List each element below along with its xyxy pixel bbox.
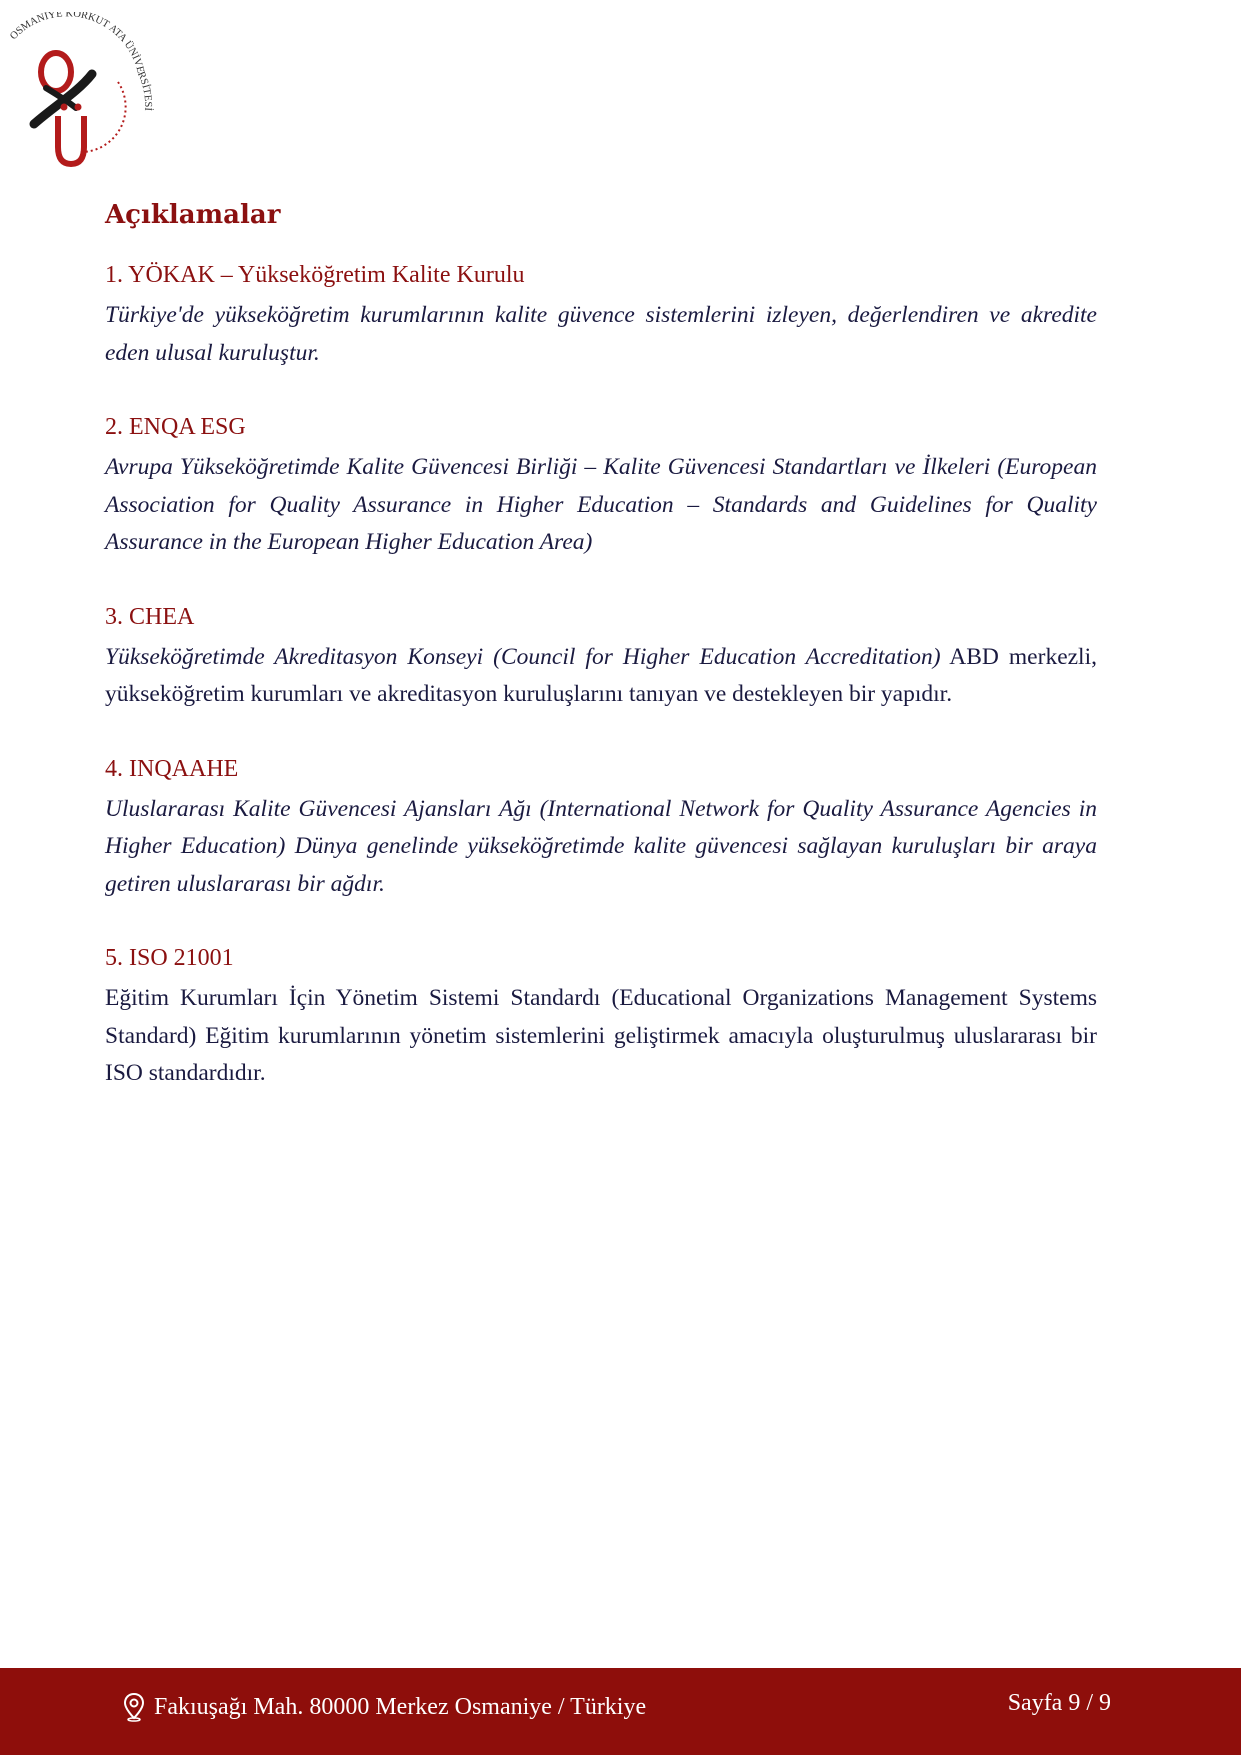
page-footer [0, 1668, 1241, 1755]
item-description-italic: Yükseköğretimde Akreditasyon Konseyi (Council for Higher Education Accreditation) [105, 643, 941, 670]
item-title: 4. INQAAHE [105, 755, 239, 782]
logo-graphic [8, 12, 158, 172]
footer-address [122, 1692, 646, 1722]
document-body [105, 196, 1097, 1133]
item-description-italic: Türkiye'de yükseköğretim kurumlarının kalite güvence sistemlerini izleyen, değerlendiren ve akredite eden ulusal kuruluştur. [105, 302, 1097, 366]
page-number: Sayfa 9 / 9 [1007, 1690, 1111, 1716]
item-description [105, 297, 1097, 372]
item-title: 2. ENQA ESG [105, 414, 246, 440]
item-title: 3. CHEA [105, 603, 195, 630]
definition-item-iso-21001 [105, 943, 1097, 1093]
item-title: 1. YÖKAK – Yükseköğretim Kalite Kurulu [105, 262, 525, 288]
section-heading: Açıklamalar [105, 200, 281, 230]
item-description [105, 639, 1097, 714]
item-description [105, 791, 1097, 904]
location-pin-icon [122, 1692, 146, 1722]
definition-item-chea [105, 602, 1097, 714]
university-logo [8, 12, 158, 172]
definition-item-inqaahe [105, 754, 1097, 904]
item-description [105, 980, 1097, 1093]
item-description-regular: Eğitim Kurumları İçin Yönetim Sistemi Standardı (Educational Organizations Management Systems Standard) Eğitim kurumlarının yönetim sistemlerini geliştirmek amacıyla oluşturulmuş uluslararası bir ISO standardıdır. [105, 985, 1097, 1086]
logo-ring-text: OSMANİYE KORKUT ATA ÜNİVERSİTESİ [8, 12, 154, 112]
item-title: 5. ISO 21001 [105, 945, 234, 971]
footer-address-text: Fakıuşağı Mah. 80000 Merkez Osmaniye / Türkiye [154, 1693, 647, 1720]
definition-item-yokak [105, 260, 1097, 372]
item-description [105, 449, 1097, 562]
item-description-regular: ABD merkezli, yükseköğretim kurumları ve akreditasyon kuruluşlarını tanıyan ve destekleyen bir yapıdır. [105, 643, 1097, 707]
item-description-italic: Uluslararası Kalite Güvencesi Ajansları Ağı (International Network for Quality Assurance Agencies in Higher Education) Dünya genelinde yükseköğretimde kalite güvencesi sağlayan kuruluşları bir araya getiren uluslararası bir ağdır. [105, 795, 1097, 897]
item-description-italic: Avrupa Yükseköğretimde Kalite Güvencesi Birliği – Kalite Güvencesi Standartları ve İlkeleri (European Association for Quality Assurance in Higher Education – Standards and Guidelines for Quality Assurance in the European Higher Education Area) [105, 454, 1097, 555]
definition-item-enqa-esg [105, 412, 1097, 562]
